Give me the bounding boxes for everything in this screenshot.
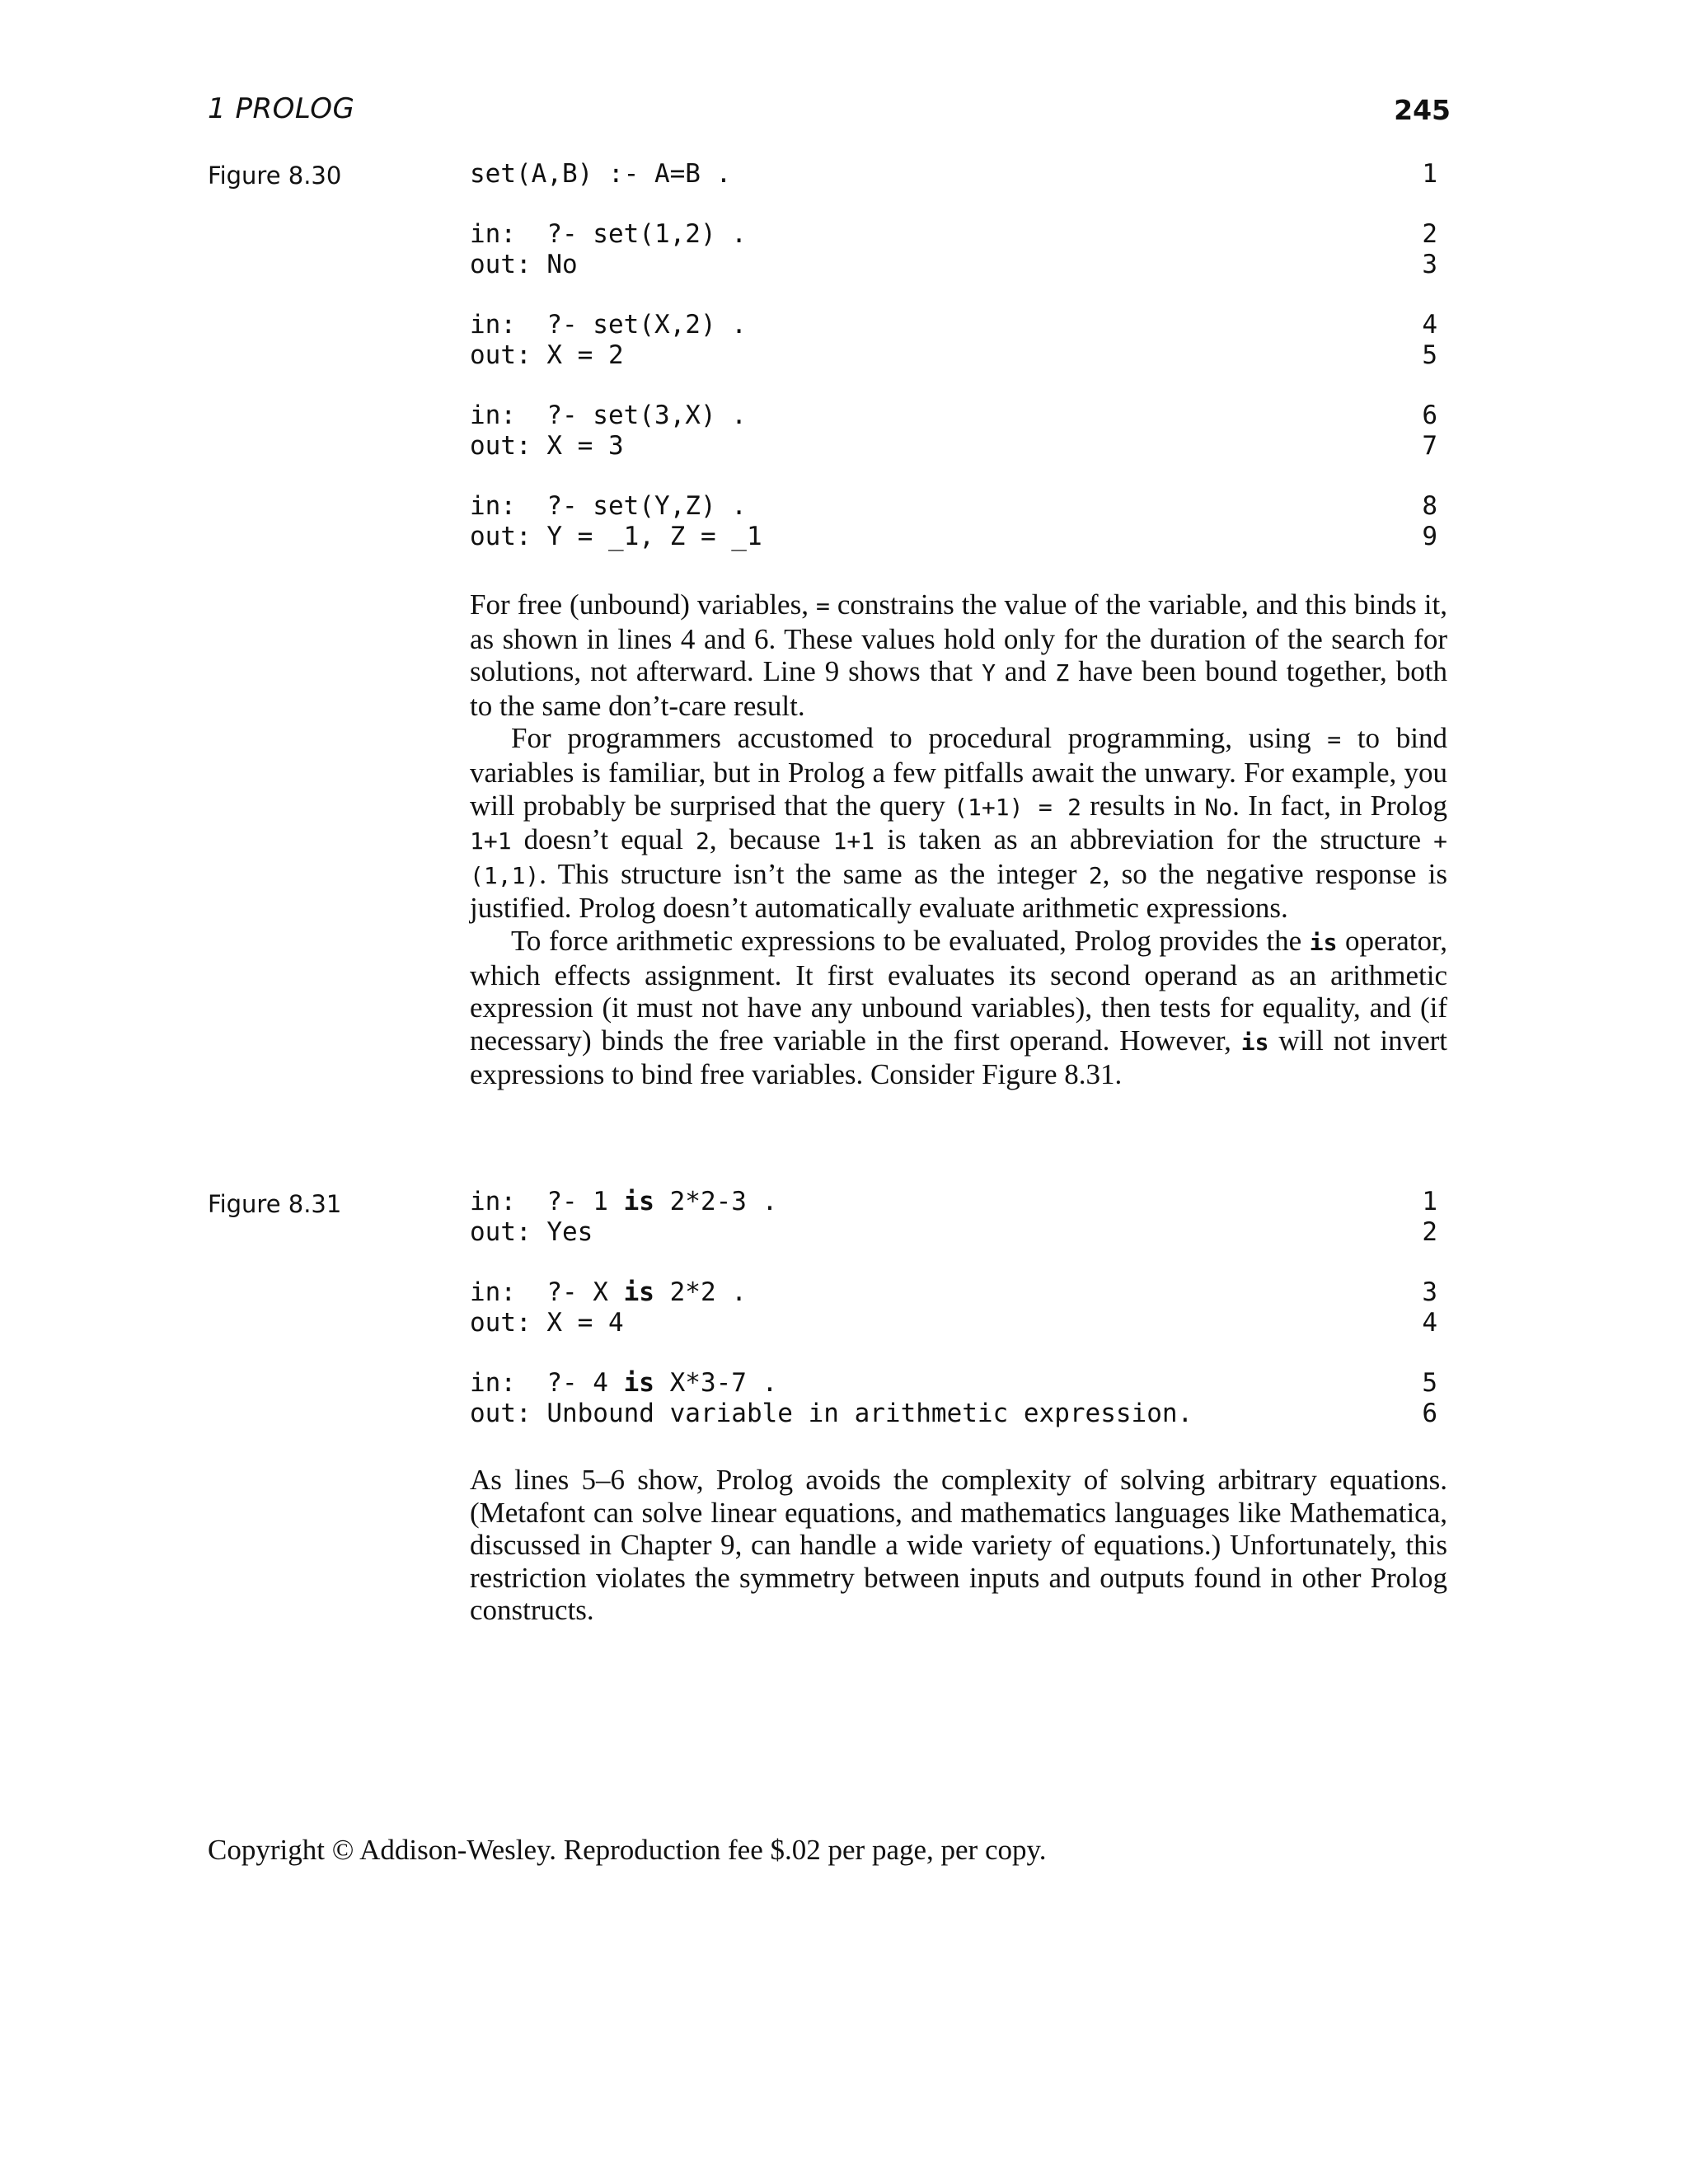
code-line <box>470 159 1444 190</box>
code-text: out: X = 2 <box>470 340 624 370</box>
line-number: 7 <box>1422 431 1437 461</box>
line-number: 5 <box>1422 1368 1437 1398</box>
text-run: is taken as an abbreviation for the structure <box>874 823 1434 856</box>
text-run: . This structure isn’t the same as the integer <box>539 857 1089 890</box>
code-line <box>470 1399 1444 1429</box>
inline-code: Z <box>1055 659 1070 687</box>
line-number: 6 <box>1422 1399 1437 1428</box>
inline-code: is <box>1240 1028 1269 1056</box>
body-text-2 <box>470 1464 1447 1627</box>
text-run: , so the negative response is justified. Prolog doesn’t automatically evaluate arithmetic expressions. <box>470 857 1447 925</box>
line-number: 5 <box>1422 340 1437 370</box>
inline-code: 1+1 <box>470 827 512 855</box>
code-line <box>470 250 1444 280</box>
code-text: set(A,B) :- A=B . <box>470 159 732 189</box>
inline-code: +(1,1) <box>470 827 1447 889</box>
line-number: 6 <box>1422 401 1437 430</box>
code-text: in: ?- 4 is X*3-7 . <box>470 1368 778 1398</box>
paragraph <box>470 925 1447 1091</box>
text-run: and <box>995 655 1056 688</box>
code-line <box>470 1217 1444 1248</box>
running-head-section: 1 PROLOG <box>208 92 355 125</box>
code-line <box>470 491 1444 522</box>
line-number: 4 <box>1422 310 1437 340</box>
inline-code: = <box>1327 726 1342 754</box>
code-text: out: X = 4 <box>470 1308 624 1338</box>
code-text: in: ?- set(1,2) . <box>470 219 747 249</box>
code-text: in: ?- set(Y,Z) . <box>470 491 747 521</box>
code-line <box>470 310 1444 340</box>
inline-code: Y <box>982 659 996 687</box>
code-text: out: Yes <box>470 1217 593 1247</box>
code-text: in: ?- set(3,X) . <box>470 401 747 430</box>
line-number: 1 <box>1422 1187 1437 1216</box>
code-line <box>470 1368 1444 1399</box>
figure-830-label: Figure 8.30 <box>208 162 342 190</box>
text-run: For free (unbound) variables, <box>470 588 816 621</box>
text-run: . In fact, in Prolog <box>1232 789 1448 822</box>
text-run: results in <box>1081 789 1205 822</box>
code-text: in: ?- set(X,2) . <box>470 310 747 340</box>
text-run: For programmers accustomed to procedural programming, using <box>511 722 1328 755</box>
code-line <box>470 1308 1444 1338</box>
code-text: out: Unbound variable in arithmetic expression. <box>470 1399 1193 1428</box>
inline-code: 2 <box>1088 861 1103 889</box>
copyright-footer: Copyright © Addison-Wesley. Reproduction fee $.02 per page, per copy. <box>208 1834 1047 1866</box>
code-text: out: No <box>470 250 578 279</box>
text-run: operator, which effects assignment. It first evaluates its second operand as an arithmetic expression (it must not have any unbound variables), then tests for equality, and (if necessary) binds the free variable in the first operand. However, <box>470 924 1447 1057</box>
line-number: 2 <box>1422 219 1437 249</box>
line-number: 3 <box>1422 250 1437 279</box>
body-text-1 <box>470 588 1447 1091</box>
code-line <box>470 340 1444 371</box>
inline-code: No <box>1204 793 1233 821</box>
inline-code: 1+1 <box>832 827 875 855</box>
code-line <box>470 1277 1444 1308</box>
code-text: out: Y = _1, Z = _1 <box>470 522 762 551</box>
text-run: To force arithmetic expressions to be evaluated, Prolog provides the <box>511 924 1310 957</box>
inline-code: is <box>1309 928 1338 956</box>
text-run: will not invert expressions to bind free variables. Consider Figure 8.31. <box>470 1024 1448 1091</box>
figure-831-code <box>470 1187 1444 1429</box>
code-text: in: ?- 1 is 2*2-3 . <box>470 1187 778 1216</box>
text-run: As lines 5–6 show, Prolog avoids the complexity of solving arbitrary equations. (Metafont can solve linear equations, and mathematics languages like Mathematica, discussed in Chapter 9, can handle a wide variety of equations.) Unfortunately, this restriction violates the symmetry between inputs and outputs found in other Prolog constructs. <box>470 1464 1447 1627</box>
text-run: to bind variables is familiar, but in Prolog a few pitfalls await the unwary. For example, you will probably be surprised that the query <box>470 722 1447 822</box>
text-run: constrains the value of the variable, and this binds it, as shown in lines 4 and 6. These values hold only for the duration of the search for solutions, not afterward. Line 9 shows that <box>470 588 1448 688</box>
paragraph <box>470 1464 1447 1627</box>
text-run: doesn’t equal <box>511 823 696 856</box>
text-run: have been bound together, both to the same don’t-care result. <box>470 655 1447 722</box>
code-line <box>470 219 1444 250</box>
line-number: 3 <box>1422 1277 1437 1307</box>
line-number: 4 <box>1422 1308 1437 1338</box>
inline-code: = <box>815 593 830 620</box>
line-number: 1 <box>1422 159 1437 189</box>
inline-code: 2 <box>696 827 710 855</box>
code-text: in: ?- X is 2*2 . <box>470 1277 747 1307</box>
line-number: 8 <box>1422 491 1437 521</box>
code-line <box>470 522 1444 552</box>
page-number: 245 <box>1394 94 1451 126</box>
figure-831-label: Figure 8.31 <box>208 1190 342 1218</box>
paragraph <box>470 722 1447 925</box>
text-run: , because <box>709 823 833 856</box>
inline-code: (1+1) = 2 <box>954 793 1081 821</box>
figure-830-code <box>470 159 1444 552</box>
code-line <box>470 401 1444 431</box>
paragraph <box>470 588 1447 722</box>
line-number: 9 <box>1422 522 1437 551</box>
code-text: out: X = 3 <box>470 431 624 461</box>
code-line <box>470 431 1444 462</box>
code-line <box>470 1187 1444 1217</box>
line-number: 2 <box>1422 1217 1437 1247</box>
